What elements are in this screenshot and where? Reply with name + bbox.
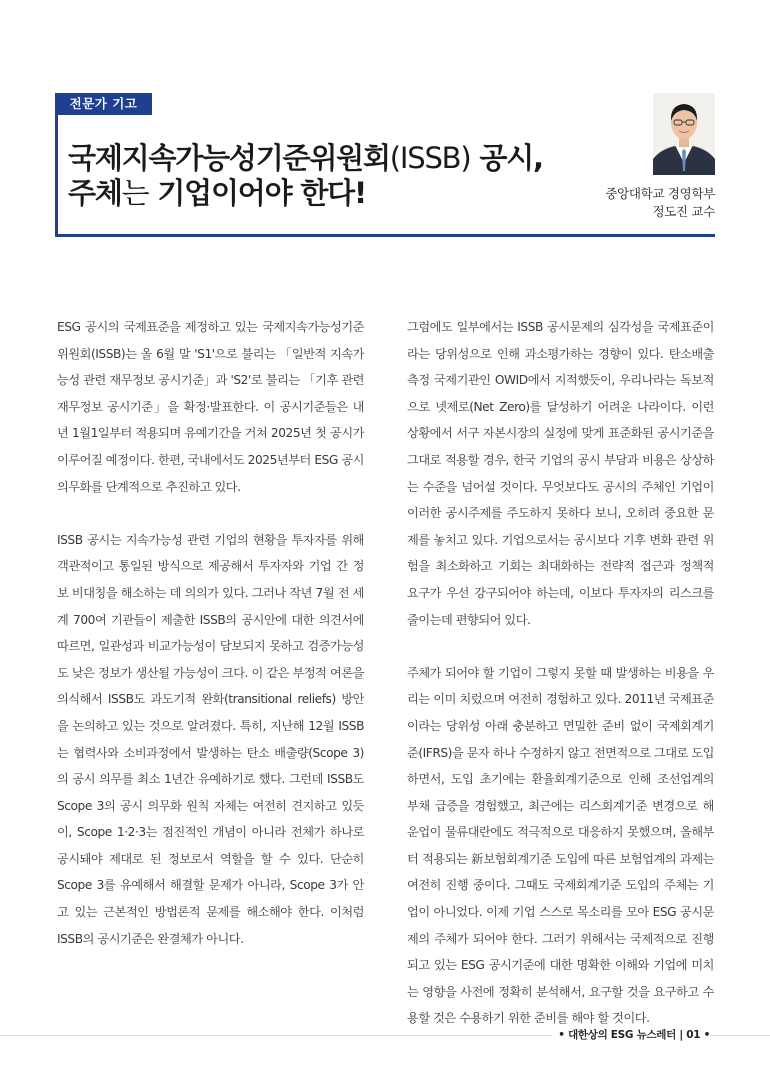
paragraph: 주체가 되어야 할 기업이 그렇지 못할 때 발생하는 비용을 우리는 이미 치렀으며 여전히 경험하고 있다. 2011년 국제표준이라는 당위성 아래 충분하고 면밀한 준비 없이 국제회계기준(IFRS)을 문자 하나 수정하지 않고 전면적으로 그대로 도입하면서, 도입 초기에는 환율회계기준으로 인해 조선업계의 부채 급증을 경험했고, 최근에는 리스회계기준 변경으로 해운업이 물류대란에도 적극적으로 대응하지 못했으며, 올해부터 적용되는 新보험회계기준 도입에 따른 보험업계의 과제는 여전히 진행 중이다. 그때도 국제회계기준 도입의 주체는 기업이 아니었다. 이제 기업 스스로 목소리를 모아 ESG 공시문제의 주체가 되어야 한다. 그러기 위해서는 국제적으로 진행되고 있는 ESG 공시기준에 대한 명확한 이해와 기업에 미치는 영향을 사전에 정확히 분석해서, 요구할 것을 요구하고 수용할 것은 수용하기 위한 준비를 해야 할 것이다. bbox=[407, 665, 714, 1026]
author-photo bbox=[653, 93, 715, 175]
author-name: 정도진 교수 bbox=[652, 204, 715, 220]
page-footer: • 대한상의 ESG 뉴스레터 | 01 • bbox=[552, 1027, 710, 1042]
title-line-2: 주체는 기업이어야 한다! bbox=[68, 176, 366, 211]
title-line-1: 국제지속가능성기준위원회(ISSB) 공시, bbox=[68, 141, 543, 175]
section-tag: 전문가 기고 bbox=[55, 93, 152, 115]
paragraph: ESG 공시의 국제표준을 제정하고 있는 국제지속가능성기준위원회(ISSB)는 올 6월 말 'S1'으로 불리는 「일반적 지속가능성 관련 재무정보 공시기준」과 'S2'로 불리는 「기후 관련 재무정보 공시기준」을 확정·발표한다. 이 공시기준들은 내년 1월1일부터 적용되며 유예기간을 거쳐 2025년 첫 공시가 이루어질 예정이다. 한편, 국내에서도 2025년부터 ESG 공시 의무화를 단계적으로 추진하고 있다. bbox=[57, 320, 364, 494]
paragraph: ISSB 공시는 지속가능성 관련 기업의 현황을 투자자를 위해 객관적이고 통일된 방식으로 제공해서 투자자와 기업 간 정보 비대칭을 해소하는 데 의의가 있다. 그러나 작년 7월 전 세계 700여 기관들이 제출한 ISSB의 공시안에 대한 의견서에 따르면, 일관성과 비교가능성이 담보되지 못하고 검증가능성도 낮은 정보가 생산될 가능성이 크다. 이 같은 부정적 여론을 의식해서 ISSB도 과도기적 완화(transitional reliefs) 방안을 논의하고 있는 것으로 알려졌다. 특히, 지난해 12월 ISSB는 협력사와 소비과정에서 발생하는 탄소 배출량(Scope 3)의 공시 의무를 최소 1년간 유예하기로 했다. 그런데 ISSB도 Scope 3의 공시 의무화 원칙 자체는 여전히 견지하고 있듯이, Scope 1·2·3는 점진적인 개념이 아니라 전체가 하나로 공시돼야 제대로 된 정보로서 역할을 할 수 있다. 단순히 Scope 3를 유예해서 해결할 문제가 아니라, Scope 3가 안고 있는 근본적인 방법론적 문제를 해소해야 한다. 이처럼 ISSB의 공시기준은 완결체가 아니다. bbox=[57, 532, 364, 946]
author-portrait-icon bbox=[653, 93, 715, 175]
author-affiliation: 중앙대학교 경영학부 bbox=[605, 186, 715, 201]
author-byline bbox=[605, 185, 715, 221]
body-column-right bbox=[407, 314, 714, 1059]
body-column-left bbox=[57, 314, 364, 979]
article-title bbox=[68, 141, 608, 212]
paragraph: 그럼에도 일부에서는 ISSB 공시문제의 심각성을 국제표준이라는 당위성으로 인해 과소평가하는 경향이 있다. 탄소배출 측정 국제기관인 OWID에서 지적했듯이, 우리나라는 독보적으로 넷제로(Net Zero)를 달성하기 어려운 나라이다. 이런 상황에서 서구 자본시장의 실정에 맞게 표준화된 공시기준을 그대로 적용할 경우, 한국 기업의 공시 부담과 비용은 상상하는 수준을 넘어설 것이다. 무엇보다도 공시의 주체인 기업이 이러한 공시주제를 주도하지 못하다 보니, 오히려 중요한 문제를 놓치고 있다. 기업으로서는 공시보다 기후 변화 관련 위험을 최소화하고 기회는 최대화하는 전략적 접근과 정책적 요구가 우선 강구되어야 하는데, 이보다 투자자의 리스크를 줄이는데 편향되어 있다. bbox=[407, 320, 714, 627]
